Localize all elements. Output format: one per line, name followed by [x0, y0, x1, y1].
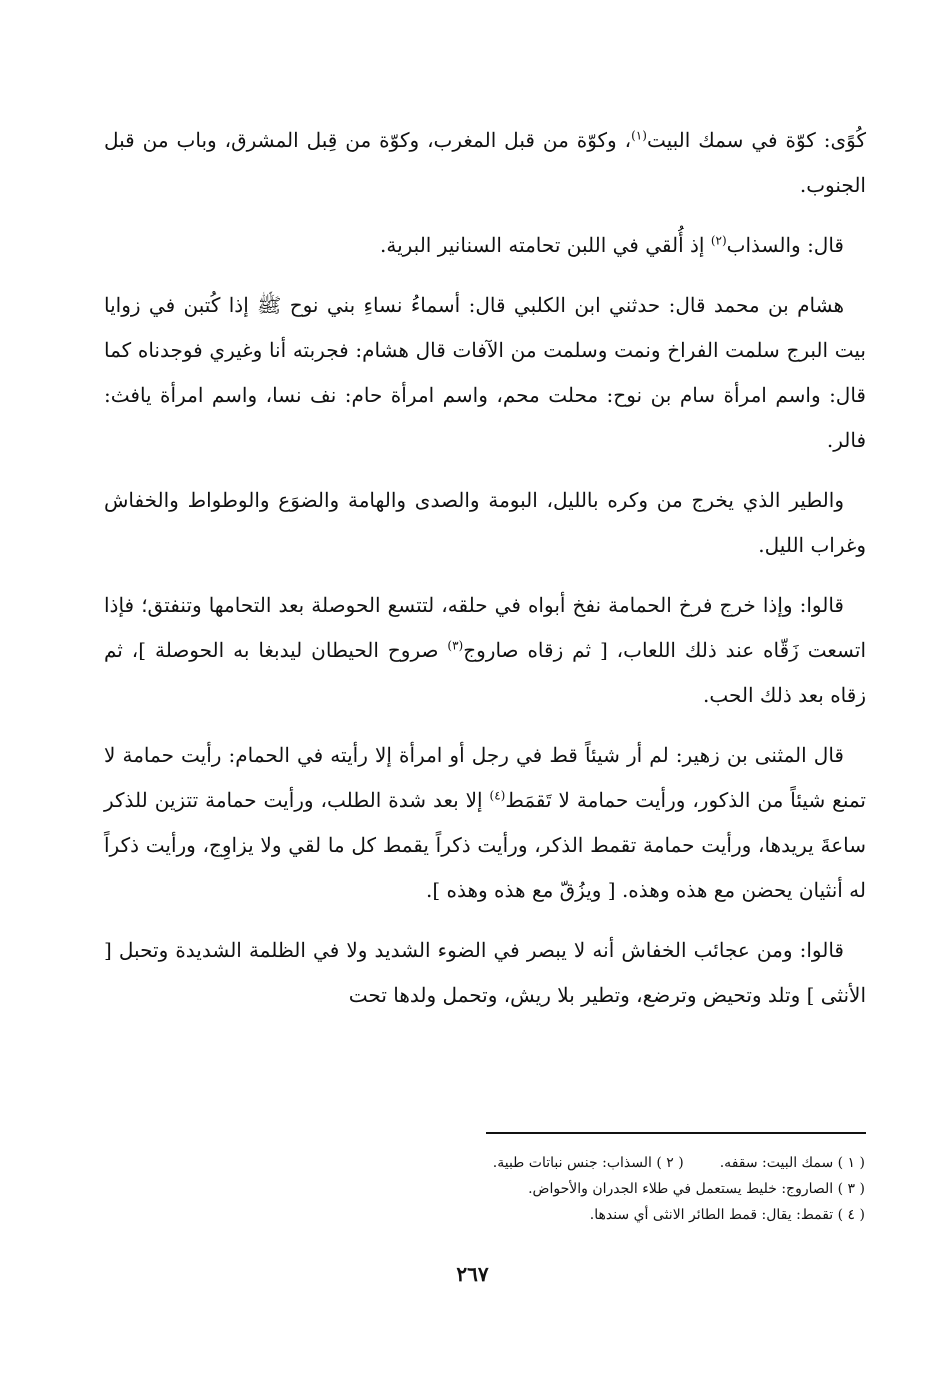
paragraph-1-text-a: كُوًى: كوّة في سمك البيت	[646, 128, 867, 152]
footnote-ref-4: (٤)	[489, 788, 506, 803]
paragraph-5-text-a: قالوا: وإذا خرج فرخ الحمامة نفخ أبواه في حلقه، لتتسع الحوصلة بعد التحامها وتنفتق؛ فإذا اتسعت زَقّاه عند ذلك اللعاب، [ ثم زقاه صاروج	[104, 593, 867, 662]
paragraph-1-text-b: ، وكوّة من قبل المغرب، وكوّة من قِبل المشرق، وباب من قبل الجنوب.	[104, 128, 866, 197]
paragraph-4	[104, 478, 866, 568]
paragraph-7	[104, 928, 866, 1018]
footnote-ref-2: (٢)	[710, 233, 727, 248]
footnote-2: ( ٢ ) السذاب: جنس نباتات طبية.	[492, 1155, 684, 1171]
footnote-ref-1: (١)	[631, 128, 647, 143]
paragraph-3	[104, 283, 866, 463]
paragraph-2	[104, 223, 866, 268]
paragraph-4-text: والطير الذي يخرج من وكره بالليل، البومة والصدى والهامة والضوَع والوطواط والخفاش وغراب الليل.	[104, 488, 866, 557]
footnote-4: ( ٤ ) تقمط: يقال: قمط الطائر الانثى أي سندها.	[589, 1207, 865, 1223]
page-number: ٢٦٧	[456, 1262, 489, 1286]
paragraph-2-text-a: قال: والسذاب	[726, 233, 844, 257]
main-text	[104, 118, 866, 1033]
paragraph-5-text-b: صروح الحيطان ليدبغا به الحوصلة ]، ثم زقاه بعد ذلك الحب.	[104, 638, 866, 707]
paragraph-1	[104, 118, 866, 208]
paragraph-3-text: هشام بن محمد قال: حدثني ابن الكلبي قال: أسماءُ نساءِ بني نوح ﷺ إذا كُتبن في زوايا بيت البرج سلمت الفراخ ونمت وسلمت من الآفات قال هشام: فجربته أنا وغيري فوجدناه كما قال: واسم امرأة سام بن نوح: محلت محم، واسم امرأة حام: نف نسا، واسم امرأة يافث: فالر.	[104, 293, 866, 452]
paragraph-6-text-a: قال المثنى بن زهير: لم أر شيئاً قط في رجل أو امرأة إلا رأيته في الحمام: رأيت حمامة لا تمنع شيئاً من الذكور، ورأيت حمامة لا تَقمَط	[104, 743, 866, 812]
footnote-ref-3: (٣)	[447, 638, 464, 653]
paragraph-6-text-b: إلا بعد شدة الطلب، ورأيت حمامة تتزين للذكر ساعةَ يريدها، ورأيت حمامة تقمط الذكر، ورأيت ذكراً يقمط كل ما لقي ولا يزاوِج، ورأيت ذكراً له أنثيان يحضن مع هذه وهذه. [ ويزُقّ مع هذه وهذه ].	[104, 788, 866, 902]
paragraph-5	[104, 583, 866, 718]
paragraph-7-text: قالوا: ومن عجائب الخفاش أنه لا يبصر في الضوء الشديد ولا في الظلمة الشديدة وتحبل [ الأنثى ] وتلد وتحيض وترضع، وتطير بلا ريش، وتحمل ولدها تحت	[104, 938, 866, 1007]
paragraph-6	[104, 733, 866, 913]
footnote-row-1	[365, 1150, 865, 1176]
footnote-1: ( ١ ) سمك البيت: سقفه.	[719, 1155, 865, 1171]
paragraph-2-text-b: إذ أُلقي في اللبن تحامته السنانير البرية.	[380, 233, 711, 257]
footnote-3: ( ٣ ) الصاروج: خليط يستعمل في طلاء الجدران والأحواض.	[528, 1181, 865, 1197]
footnote-divider	[486, 1132, 866, 1134]
footnotes	[365, 1150, 865, 1228]
